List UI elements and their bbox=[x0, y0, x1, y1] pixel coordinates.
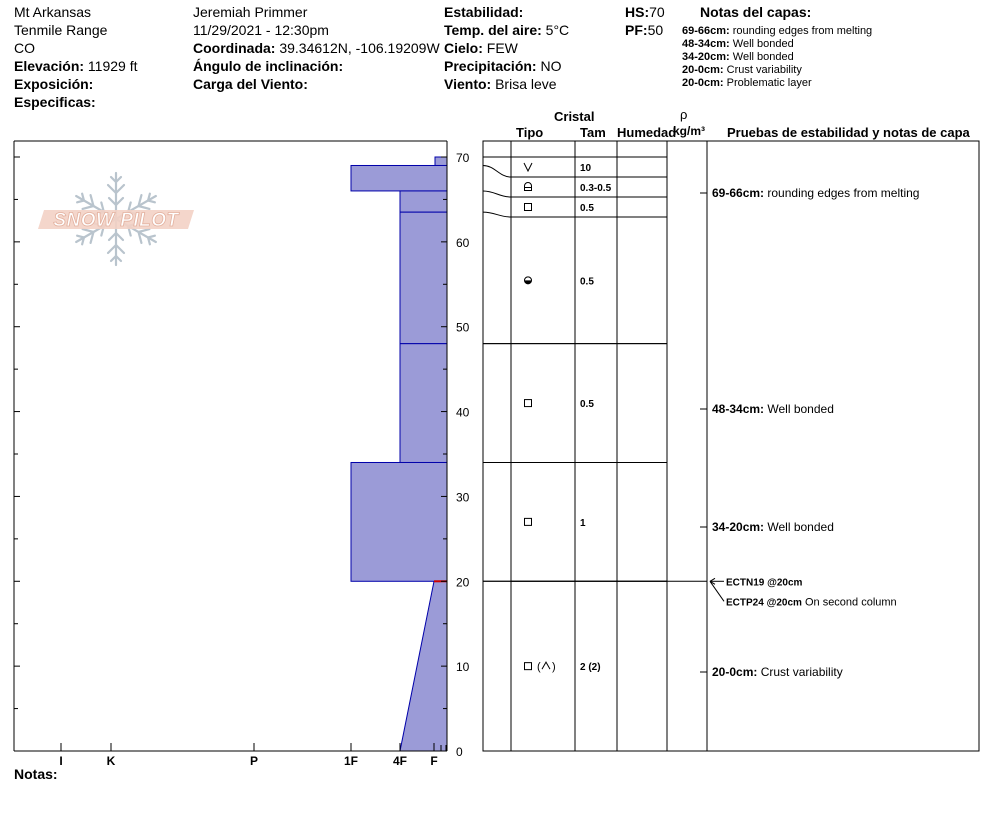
observer-name: Jeremiah Primmer bbox=[193, 4, 308, 20]
test-arrowhead bbox=[710, 578, 715, 584]
grain-size-label: 0.5 bbox=[580, 399, 594, 411]
row-connector bbox=[483, 212, 511, 217]
aspect-label: Exposición: bbox=[14, 76, 94, 92]
layer-note-text: Well bonded bbox=[732, 51, 794, 63]
coordinate-value: 39.34612N, -106.19209W bbox=[279, 40, 440, 56]
coordinate-row bbox=[193, 40, 440, 56]
crystal-header: Cristal bbox=[554, 109, 595, 124]
layer-note bbox=[682, 38, 794, 50]
elevation-value: 11929 ft bbox=[87, 58, 138, 74]
pf-label: PF: bbox=[625, 22, 648, 38]
hardness-layer bbox=[400, 344, 447, 463]
range-name: Tenmile Range bbox=[14, 22, 108, 38]
pf-row bbox=[625, 22, 663, 38]
wind-load-label: Carga del Viento: bbox=[193, 76, 308, 92]
hs-value: 70 bbox=[649, 4, 665, 20]
grain-type-icon bbox=[525, 204, 532, 211]
layer-comment bbox=[712, 665, 843, 679]
precip-row bbox=[444, 58, 561, 74]
size-header: Tam bbox=[580, 125, 606, 140]
elevation-label: Elevación: bbox=[14, 58, 85, 74]
layer-note-range: 48-34cm: bbox=[682, 38, 730, 50]
height-tick-label: 40 bbox=[456, 405, 470, 420]
logo-text: SNOW PILOT bbox=[53, 210, 179, 231]
hardness-tick-label: F bbox=[430, 754, 438, 768]
hs-row bbox=[625, 4, 665, 20]
layer-note-text: Crust variability bbox=[726, 64, 802, 76]
state-name: CO bbox=[14, 40, 35, 56]
grain-size-label: 1 bbox=[580, 517, 586, 529]
grain-size-label: 2 (2) bbox=[580, 662, 601, 674]
density-unit: kg/m³ bbox=[673, 124, 706, 138]
layer-comment-range: 34-20cm: bbox=[712, 520, 768, 534]
air-temp-row bbox=[444, 22, 569, 38]
grain-type-icon bbox=[525, 400, 532, 407]
hardness-layer bbox=[400, 581, 447, 751]
height-tick-label: 50 bbox=[456, 320, 470, 335]
layer-comment-range: 20-0cm: bbox=[712, 665, 761, 679]
location-name: Mt Arkansas bbox=[14, 4, 92, 20]
hardness-layer bbox=[435, 157, 447, 165]
row-connector bbox=[483, 191, 511, 197]
layer-note-range: 69-66cm: bbox=[682, 25, 730, 37]
table-border bbox=[483, 141, 979, 751]
grain-type-icon bbox=[525, 518, 532, 525]
svg-text:): ) bbox=[552, 661, 556, 674]
tests-header: Pruebas de estabilidad y notas de capa bbox=[727, 125, 970, 140]
layer-note-text: Well bonded bbox=[732, 38, 794, 50]
grain-size-label: 0.3-0.5 bbox=[580, 183, 612, 194]
hardness-layer bbox=[351, 462, 447, 581]
layer-comment-range: 69-66cm: bbox=[712, 186, 768, 200]
test-arrow bbox=[710, 581, 724, 601]
stability-label: Estabilidad: bbox=[444, 4, 524, 20]
grain-size-label: 0.5 bbox=[580, 203, 594, 214]
hardness-tick-label: I bbox=[59, 754, 63, 768]
layer-comment-text: rounding edges from melting bbox=[767, 186, 920, 200]
layer-comment bbox=[712, 520, 834, 534]
grain-size-label: 0.5 bbox=[580, 276, 594, 288]
hardness-tick-label: 1F bbox=[343, 754, 359, 768]
hardness-tick-label: P bbox=[249, 754, 259, 768]
grain-type-icon bbox=[524, 163, 532, 171]
sky-row bbox=[444, 40, 518, 56]
hardness-tick-label: K bbox=[106, 754, 116, 768]
layer-comment-text: Well bonded bbox=[767, 520, 834, 534]
layer-note bbox=[682, 64, 802, 76]
stability-test-result: ECTP24 @20cm bbox=[726, 597, 802, 609]
wind-value: Brisa leve bbox=[495, 76, 557, 92]
snowflake-icon bbox=[38, 168, 196, 270]
height-tick-label: 60 bbox=[456, 235, 470, 250]
air-temp-label: Temp. del aire: bbox=[444, 22, 542, 38]
type-header: Tipo bbox=[516, 125, 544, 140]
stability-test-note: On second column bbox=[801, 596, 897, 609]
height-tick-label: 30 bbox=[456, 490, 470, 505]
height-tick-label: 70 bbox=[456, 151, 470, 165]
layer-note-range: 34-20cm: bbox=[682, 51, 730, 63]
coordinate-label: Coordinada: bbox=[193, 40, 276, 56]
wind-row bbox=[444, 76, 557, 92]
precip-value: NO bbox=[540, 58, 562, 74]
height-tick-label: 0 bbox=[456, 745, 463, 759]
stability-test-result: ECTN19 @20cm bbox=[726, 577, 803, 589]
svg-text:(: ( bbox=[537, 661, 541, 674]
grain-type-icon bbox=[525, 661, 556, 673]
stability-test bbox=[726, 596, 897, 608]
layer-note-text: rounding edges from melting bbox=[732, 25, 873, 37]
height-tick-label: 10 bbox=[456, 660, 470, 675]
pf-value: 50 bbox=[647, 22, 664, 38]
grain-type-icon bbox=[525, 183, 532, 191]
layer-comment bbox=[712, 186, 919, 200]
grain-size-label: 10 bbox=[580, 163, 592, 174]
grain-type-icon bbox=[525, 277, 532, 284]
hardness-edge bbox=[400, 581, 434, 751]
height-tick-label: 20 bbox=[456, 575, 470, 590]
specifics-label: Especificas: bbox=[14, 94, 96, 110]
moisture-header: Humedad bbox=[617, 125, 677, 140]
observation-datetime: 11/29/2021 - 12:30pm bbox=[193, 22, 329, 38]
layer-comment-text: Well bonded bbox=[767, 402, 834, 416]
wind-label: Viento: bbox=[444, 76, 492, 92]
layer-note bbox=[682, 77, 812, 89]
sky-label: Cielo: bbox=[444, 40, 483, 56]
hardness-layer bbox=[400, 212, 447, 344]
density-symbol: ρ bbox=[680, 107, 688, 122]
layer-note-range: 20-0cm: bbox=[682, 64, 724, 76]
snowpilot-logo bbox=[38, 168, 196, 270]
hardness-layer bbox=[351, 165, 447, 190]
notes-label: Notas: bbox=[14, 766, 58, 782]
hs-label: HS: bbox=[625, 4, 650, 20]
layer-notes-title: Notas del capas: bbox=[700, 4, 812, 20]
air-temp-value: 5°C bbox=[545, 22, 570, 38]
elevation-row bbox=[14, 58, 137, 74]
layer-note bbox=[682, 25, 872, 37]
hardness-layer bbox=[400, 191, 447, 212]
layer-note bbox=[682, 51, 794, 63]
precip-label: Precipitación: bbox=[444, 58, 537, 74]
stability-test bbox=[726, 577, 803, 588]
layer-note-text: Problematic layer bbox=[726, 77, 812, 89]
layer-comment-text: Crust variability bbox=[760, 665, 843, 679]
layer-comment bbox=[712, 402, 834, 416]
row-connector bbox=[483, 165, 511, 177]
layer-comment-range: 48-34cm: bbox=[712, 402, 768, 416]
layer-note-range: 20-0cm: bbox=[682, 77, 724, 89]
slope-angle-label: Ángulo de inclinación: bbox=[193, 58, 344, 74]
sky-value: FEW bbox=[486, 40, 518, 56]
hardness-tick-label: 4F bbox=[392, 754, 408, 768]
